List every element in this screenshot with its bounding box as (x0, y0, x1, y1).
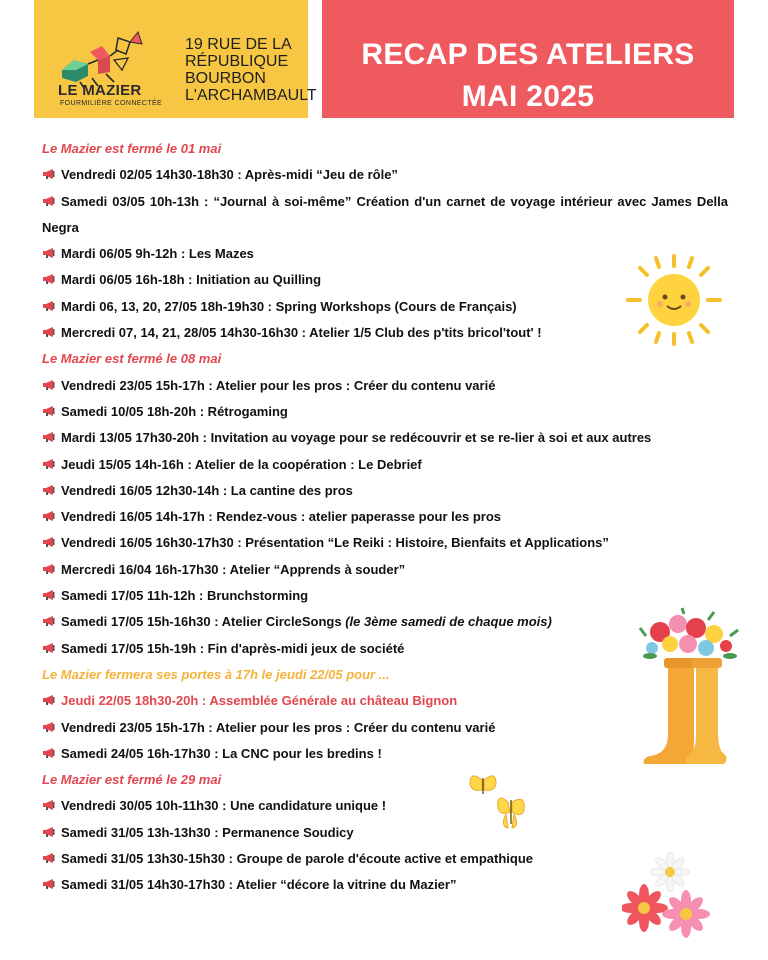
event-row (42, 557, 728, 583)
megaphone-icon (42, 694, 57, 706)
event-row (42, 609, 728, 635)
event-row (42, 425, 728, 451)
megaphone-icon (42, 379, 57, 391)
megaphone-icon (42, 563, 57, 575)
megaphone-icon (42, 484, 57, 496)
event-text: Vendredi 30/05 10h-11h30 : Une candidature unique ! (61, 798, 387, 814)
event-row-agm (42, 688, 728, 714)
megaphone-icon (42, 852, 57, 864)
event-text: Samedi 31/05 13h-13h30 : Permanence Soudicy (61, 824, 354, 840)
event-text: Mercredi 07, 14, 21, 28/05 14h30-16h30 : Atelier 1/5 Club des p'tits bricol'tout' ! (61, 325, 542, 341)
event-text: Mercredi 16/04 16h-17h30 : Atelier “Apprends à souder” (61, 561, 406, 577)
event-row (42, 478, 728, 504)
event-row (42, 583, 728, 609)
event-text: Samedi 31/05 13h30-15h30 : Groupe de parole d'écoute active et empathique (61, 851, 533, 867)
event-row (42, 162, 728, 188)
logo-tagline: FOURMILIÈRE CONNECTÉE (60, 100, 163, 107)
event-text: Vendredi 16/05 12h30-14h : La cantine des pros (61, 482, 353, 498)
event-text: Jeudi 22/05 18h30-20h : Assemblée Générale au château Bignon (61, 693, 458, 709)
event-text: Samedi 24/05 16h-17h30 : La CNC pour les bredins ! (61, 745, 382, 761)
megaphone-icon (42, 642, 57, 654)
megaphone-icon (42, 247, 57, 259)
daisies-icon (622, 852, 712, 948)
address: 19 RUE DE LA RÉPUBLIQUE BOURBON L'ARCHAMBAULT (185, 36, 317, 104)
event-note: (le 3ème samedi de chaque mois) (345, 614, 552, 630)
event-text: Vendredi 23/05 15h-17h : Atelier pour les pros : Créer du contenu varié (61, 719, 496, 735)
early-closing-notice (42, 662, 728, 688)
event-row (42, 452, 728, 478)
boot-flowers-icon (638, 606, 742, 766)
event-text: Samedi 10/05 18h-20h : Rétrogaming (61, 403, 288, 419)
event-text: Samedi 03/05 10h-13h : “Journal à soi-même” Création d'un carnet de voyage intérieur avec James Della Negra (42, 193, 728, 235)
closure-notice (42, 767, 728, 793)
event-text: Vendredi 23/05 15h-17h : Atelier pour les pros : Créer du contenu varié (61, 377, 496, 393)
megaphone-icon (42, 273, 57, 285)
butterflies-icon (466, 770, 532, 832)
page-subtitle: MAI 2025 (461, 80, 595, 113)
event-row (42, 741, 728, 767)
event-text: Vendredi 02/05 14h30-18h30 : Après-midi “Jeu de rôle” (61, 167, 398, 183)
event-row (42, 793, 728, 819)
event-text: Samedi 17/05 15h-19h : Fin d'après-midi jeux de société (61, 640, 405, 656)
megaphone-icon (42, 458, 57, 470)
megaphone-icon (42, 536, 57, 548)
event-text: Vendredi 16/05 14h-17h : Rendez-vous : atelier paperasse pour les pros (61, 509, 501, 525)
event-text: Mardi 06/05 9h-12h : Les Mazes (61, 246, 254, 262)
event-text: Vendredi 16/05 16h30-17h30 : Présentation “Le Reiki : Histoire, Bienfaits et Applications” (61, 535, 609, 551)
event-row (42, 504, 728, 530)
event-row (42, 189, 728, 242)
event-text: Mardi 13/05 17h30-20h : Invitation au voyage pour se redécouvrir et se re-lier à soi et aux autres (61, 430, 652, 446)
header-logo-block (34, 0, 317, 118)
event-text: Le Mazier fermera ses portes à 17h le jeudi 22/05 pour ... (42, 666, 390, 682)
sun-icon (620, 252, 728, 348)
megaphone-icon (42, 615, 57, 627)
closure-notice (42, 136, 728, 162)
event-row (42, 399, 728, 425)
megaphone-icon (42, 878, 57, 890)
megaphone-icon (42, 168, 57, 180)
event-text: Mardi 06/05 16h-18h : Initiation au Quilling (61, 272, 322, 288)
event-text: Le Mazier est fermé le 01 mai (42, 141, 222, 156)
event-row (42, 636, 728, 662)
megaphone-icon (42, 721, 57, 733)
workshop-list (42, 136, 728, 899)
event-text: Samedi 31/05 14h30-17h30 : Atelier “décore la vitrine du Mazier” (61, 877, 457, 893)
event-row (42, 373, 728, 399)
event-row (42, 530, 728, 556)
megaphone-icon (42, 195, 57, 207)
megaphone-icon (42, 589, 57, 601)
event-text: Jeudi 15/05 14h-16h : Atelier de la coopération : Le Debrief (61, 456, 422, 472)
page-title: RECAP DES ATELIERS (361, 38, 695, 71)
megaphone-icon (42, 300, 57, 312)
event-text: Le Mazier est fermé le 08 mai (42, 351, 222, 367)
megaphone-icon (42, 826, 57, 838)
event-row (42, 715, 728, 741)
event-text: Samedi 17/05 15h-16h30 : Atelier CircleSongs (61, 614, 346, 630)
megaphone-icon (42, 405, 57, 417)
megaphone-icon (42, 431, 57, 443)
megaphone-icon (42, 326, 57, 338)
megaphone-icon (42, 799, 57, 811)
closure-notice (42, 346, 728, 372)
megaphone-icon (42, 747, 57, 759)
event-text: Mardi 06, 13, 20, 27/05 18h-19h30 : Spring Workshops (Cours de Français) (61, 298, 517, 314)
event-text: Le Mazier est fermé le 29 mai (42, 772, 222, 788)
megaphone-icon (42, 510, 57, 522)
event-row (42, 820, 728, 846)
header-title-block (322, 0, 734, 118)
logo-name: LE MAZIER (58, 82, 142, 99)
event-text: Samedi 17/05 11h-12h : Brunchstorming (61, 588, 309, 604)
